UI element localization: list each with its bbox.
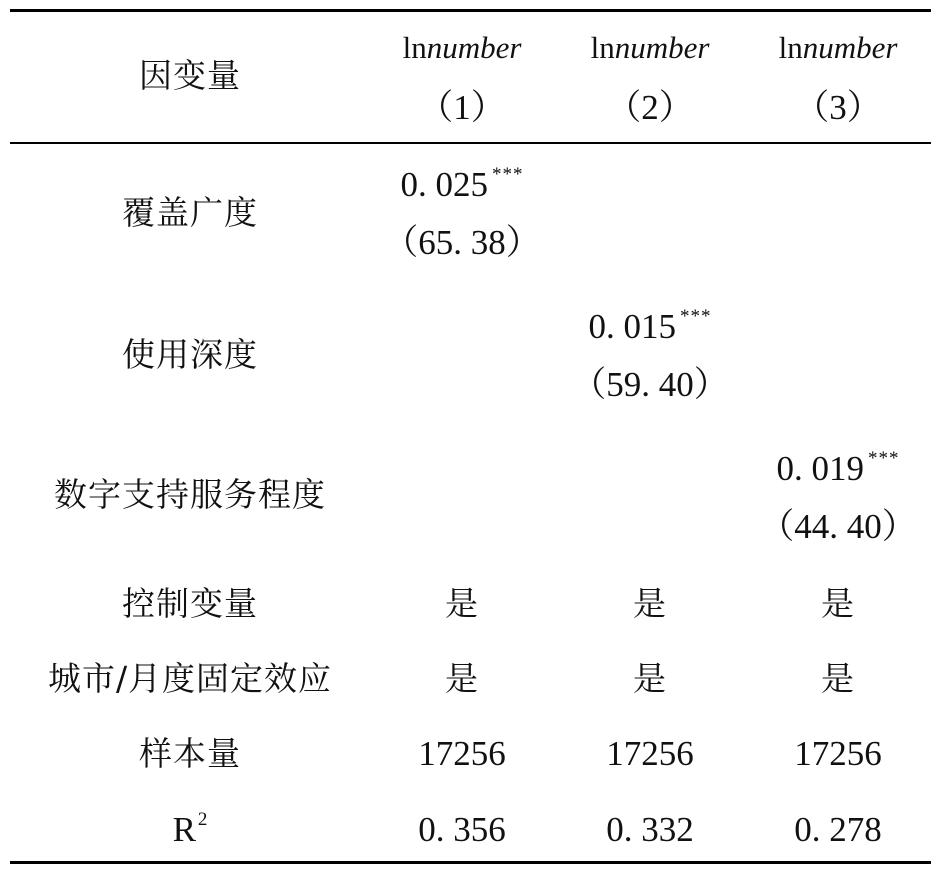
controls-col-3: 是 (821, 584, 855, 623)
row-label-digital-support: 数字支持服务程度 (54, 475, 326, 514)
r-label: R (172, 810, 196, 849)
coef-value: 0. 019 (776, 449, 864, 488)
table-header-rule (10, 142, 931, 144)
row-label-fixed-effects: 城市/月度固定效应 (47, 659, 333, 698)
row-label-r-squared (20, 810, 360, 850)
controls-col-1: 是 (445, 584, 479, 623)
coef-coverage-breadth (372, 165, 552, 205)
row-label-controls: 控制变量 (122, 584, 258, 623)
significance-stars: *** (492, 164, 524, 185)
column-1-var-prefix: ln (402, 30, 427, 65)
column-2-variable (560, 28, 740, 68)
fixed-effects-col-3: 是 (821, 659, 855, 698)
column-3-var-prefix: ln (778, 30, 803, 65)
dependent-variable-header: 因变量 (139, 56, 241, 95)
tstat-usage-depth: （59. 40） (571, 365, 729, 404)
column-2-index: （2） (606, 88, 694, 127)
fixed-effects-col-2: 是 (633, 659, 667, 698)
row-label-coverage-breadth: 覆盖广度 (122, 193, 258, 232)
column-2-var-prefix: ln (590, 30, 615, 65)
table-top-rule (10, 9, 931, 12)
sample-size-col-1: 17256 (418, 734, 506, 773)
column-1-variable (372, 28, 552, 68)
coef-value: 0. 025 (400, 165, 488, 204)
tstat-digital-support: （44. 40） (759, 507, 917, 546)
column-3-variable (748, 28, 928, 68)
r-squared-col-2: 0. 332 (606, 810, 694, 849)
tstat-coverage-breadth: （65. 38） (383, 223, 541, 262)
r-squared-col-3: 0. 278 (794, 810, 882, 849)
sample-size-col-3: 17256 (794, 734, 882, 773)
column-1-var-name: number (426, 30, 522, 65)
sample-size-col-2: 17256 (606, 734, 694, 773)
column-3-var-name: number (802, 30, 898, 65)
significance-stars: *** (868, 448, 900, 469)
column-3-index: （3） (794, 88, 882, 127)
column-1-index: （1） (418, 88, 506, 127)
fixed-effects-col-1: 是 (445, 659, 479, 698)
significance-stars: *** (680, 306, 712, 327)
row-label-sample-size: 样本量 (139, 734, 241, 773)
r-superscript: 2 (197, 809, 208, 830)
row-label-usage-depth: 使用深度 (122, 335, 258, 374)
coef-usage-depth (560, 307, 740, 347)
controls-col-2: 是 (633, 584, 667, 623)
table-bottom-rule (10, 861, 931, 864)
coef-digital-support (748, 449, 928, 489)
coef-value: 0. 015 (588, 307, 676, 346)
column-2-var-name: number (614, 30, 710, 65)
r-squared-col-1: 0. 356 (418, 810, 506, 849)
